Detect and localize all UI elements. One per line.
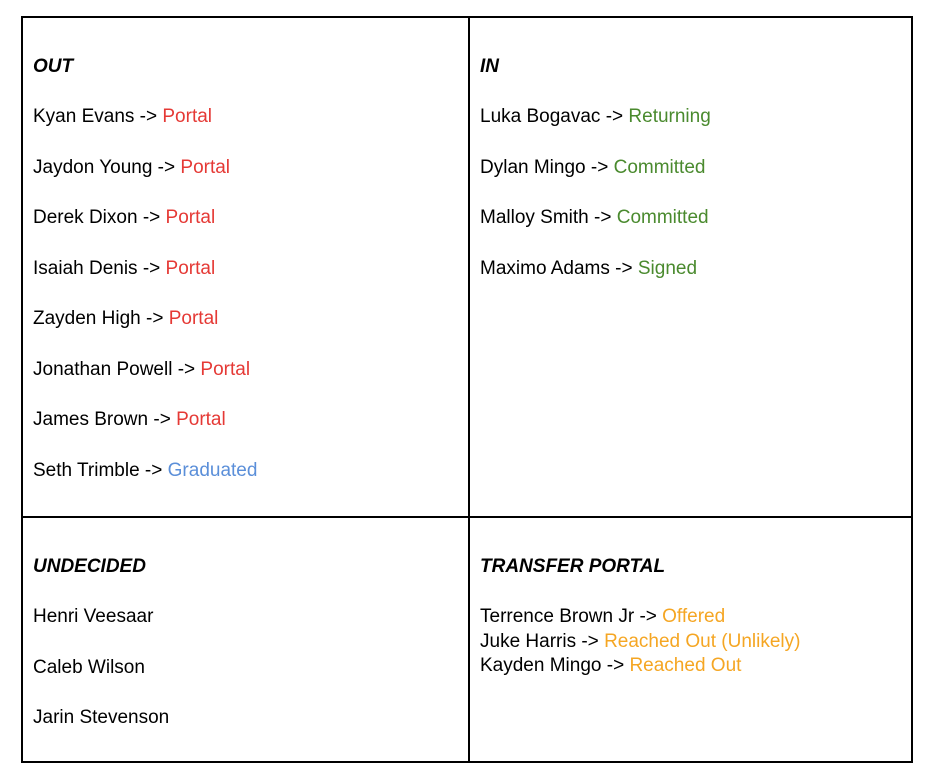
- list-item: [33, 258, 257, 280]
- player-name: Henri Veesaar: [33, 606, 154, 627]
- player-name: Derek Dixon ->: [33, 207, 161, 228]
- row-divider: [23, 516, 911, 518]
- in-heading: IN: [480, 56, 499, 77]
- player-name: Jonathan Powell ->: [33, 358, 196, 380]
- list-item: [33, 606, 169, 628]
- out-heading: OUT: [33, 56, 74, 77]
- transfer-portal-list: [480, 606, 800, 680]
- list-item: [480, 207, 711, 229]
- player-name: Maximo Adams ->: [480, 257, 633, 279]
- undecided-list: [33, 606, 169, 758]
- list-item: [33, 106, 257, 128]
- player-name: Seth Trimble ->: [33, 459, 163, 481]
- player-status: Portal: [176, 409, 226, 430]
- roster-table: [21, 16, 913, 763]
- list-item: [33, 657, 169, 679]
- list-item: [33, 308, 257, 330]
- player-name: Kyan Evans ->: [33, 106, 158, 127]
- transfer-portal-heading: TRANSFER PORTAL: [480, 556, 666, 577]
- player-status: Committed: [613, 156, 706, 178]
- list-item: [33, 207, 257, 229]
- list-item: [480, 655, 800, 677]
- player-status: Portal: [165, 257, 216, 279]
- player-name: James Brown ->: [33, 409, 171, 430]
- player-name: Dylan Mingo ->: [480, 156, 609, 178]
- list-item: [480, 157, 711, 179]
- player-status: Graduated: [167, 459, 258, 481]
- out-list: [33, 106, 257, 510]
- player-status: Returning: [628, 106, 711, 127]
- list-item: [480, 631, 800, 653]
- player-status: Portal: [200, 358, 251, 380]
- player-status: Portal: [162, 106, 213, 127]
- player-status: Offered: [662, 606, 726, 627]
- player-status: Committed: [616, 207, 709, 228]
- list-item: [480, 606, 800, 628]
- undecided-heading: UNDECIDED: [33, 556, 146, 577]
- player-status: Reached Out (Unlikely): [604, 630, 801, 652]
- list-item: [480, 258, 711, 280]
- player-name: Malloy Smith ->: [480, 207, 612, 228]
- list-item: [33, 460, 257, 482]
- player-name: Kayden Mingo ->: [480, 655, 625, 676]
- list-item: [480, 106, 711, 128]
- player-status: Reached Out: [629, 655, 742, 676]
- player-status: Portal: [165, 207, 216, 228]
- player-name: Luka Bogavac ->: [480, 106, 624, 127]
- list-item: [33, 409, 257, 431]
- list-item: [33, 707, 169, 729]
- player-name: Jaydon Young ->: [33, 156, 176, 178]
- player-status: Signed: [637, 257, 698, 279]
- list-item: [33, 157, 257, 179]
- column-divider: [468, 18, 470, 761]
- player-status: Portal: [168, 308, 219, 329]
- player-status: Portal: [180, 156, 231, 178]
- list-item: [33, 359, 257, 381]
- player-name: Jarin Stevenson: [33, 707, 170, 728]
- player-name: Zayden High ->: [33, 308, 164, 329]
- player-name: Terrence Brown Jr ->: [480, 606, 657, 627]
- in-list: [480, 106, 711, 308]
- player-name: Caleb Wilson: [33, 656, 145, 678]
- player-name: Juke Harris ->: [480, 630, 599, 652]
- player-name: Isaiah Denis ->: [33, 257, 161, 279]
